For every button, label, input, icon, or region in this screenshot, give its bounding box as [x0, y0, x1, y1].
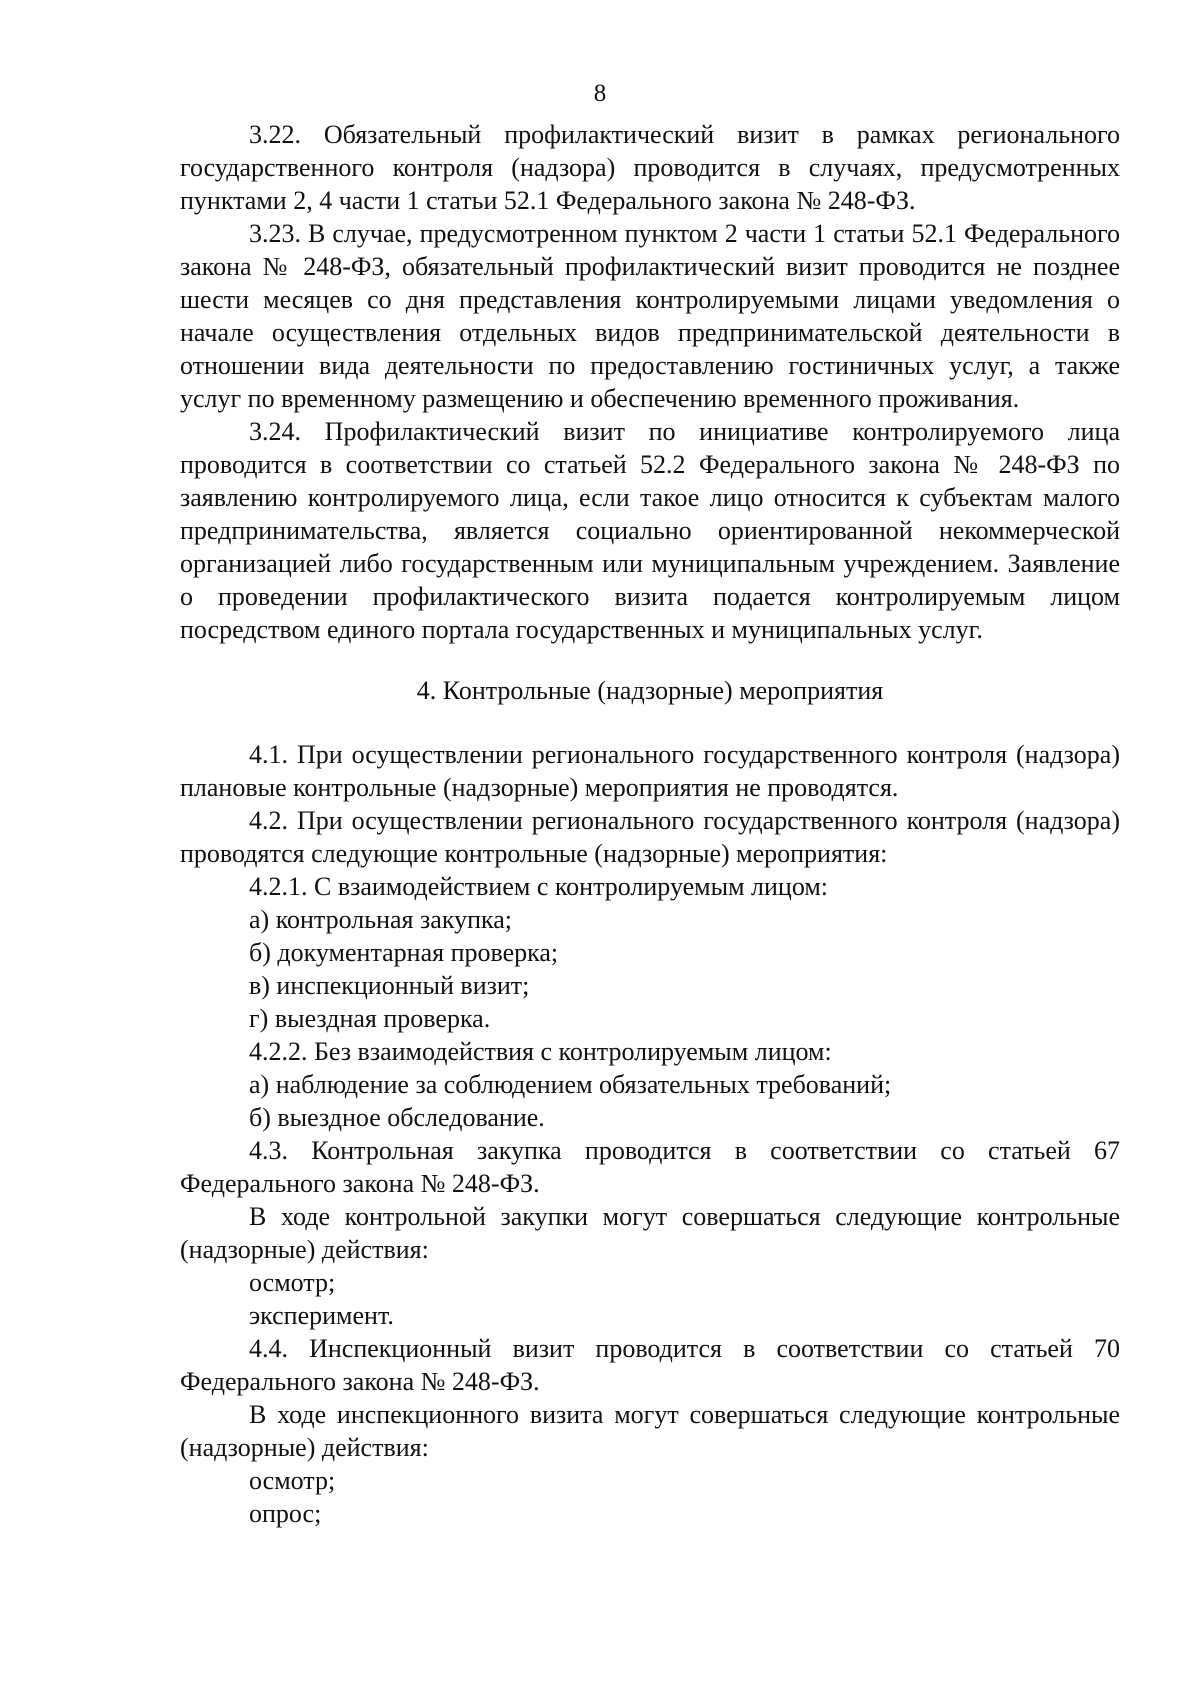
list-item: опрос;	[249, 1499, 322, 1528]
list-item: эксперимент.	[249, 1301, 394, 1330]
list-item: а) наблюдение за соблюдением обязательных требований;	[249, 1070, 892, 1099]
list-item: осмотр;	[249, 1268, 336, 1297]
paragraph-4-3-actions: В ходе контрольной закупки могут совершаться следующие контрольные (надзорные) действия:	[180, 1202, 1120, 1264]
paragraph-4-2: 4.2. При осуществлении регионального государственного контроля (надзора) проводятся следующие контрольные (надзорные) мероприятия:	[180, 806, 1120, 868]
list-item: г) выездная проверка.	[249, 1004, 491, 1033]
paragraph-4-4: 4.4. Инспекционный визит проводится в соответствии со статьей 70 Федерального закона № 248-ФЗ.	[180, 1334, 1120, 1396]
paragraph-3-22: 3.22. Обязательный профилактический визит в рамках регионального государственного контроля (надзора) проводится в случаях, предусмотренных пунктами 2, 4 части 1 статьи 52.1 Федерального закона № 248-ФЗ.	[180, 120, 1120, 215]
list-item: осмотр;	[249, 1466, 336, 1495]
paragraph-4-3: 4.3. Контрольная закупка проводится в соответствии со статьей 67 Федерального закона № 248-ФЗ.	[180, 1136, 1120, 1198]
list-item: б) выездное обследование.	[249, 1103, 545, 1132]
paragraph-3-23: 3.23. В случае, предусмотренном пунктом 2 части 1 статьи 52.1 Федерального закона № 248-ФЗ, обязательный профилактический визит проводится не позднее шести месяцев со дня представления контролируемыми лицами уведомления о начале осуществления отдельных видов предпринимательской деятельности в отношении вида деятельности по предоставлению гостиничных услуг, а также услуг по временному размещению и обеспечению временного проживания.	[180, 219, 1120, 413]
list-item: а) контрольная закупка;	[249, 905, 512, 934]
paragraph-4-1: 4.1. При осуществлении регионального государственного контроля (надзора) плановые контрольные (надзорные) мероприятия не проводятся.	[180, 740, 1120, 802]
document-body	[180, 118, 1120, 1530]
paragraph-3-24: 3.24. Профилактический визит по инициативе контролируемого лица проводится в соответствии со статьей 52.2 Федерального закона № 248-ФЗ по заявлению контролируемого лица, если такое лицо относится к субъектам малого предпринимательства, является социально ориентированной некоммерческой организацией либо государственным или муниципальным учреждением. Заявление о проведении профилактического визита подается контролируемым лицом посредством единого портала государственных и муниципальных услуг.	[180, 417, 1120, 644]
list-item: в) инспекционный визит;	[249, 971, 530, 1000]
section-heading: 4. Контрольные (надзорные) мероприятия	[416, 676, 884, 705]
list-item: б) документарная проверка;	[249, 938, 559, 967]
paragraph-4-4-actions: В ходе инспекционного визита могут совершаться следующие контрольные (надзорные) действия:	[180, 1400, 1120, 1462]
paragraph-4-2-1: 4.2.1. С взаимодействием с контролируемым лицом:	[249, 872, 829, 901]
paragraph-4-2-2: 4.2.2. Без взаимодействия с контролируемым лицом:	[249, 1037, 832, 1066]
page-number: 8	[593, 80, 607, 107]
